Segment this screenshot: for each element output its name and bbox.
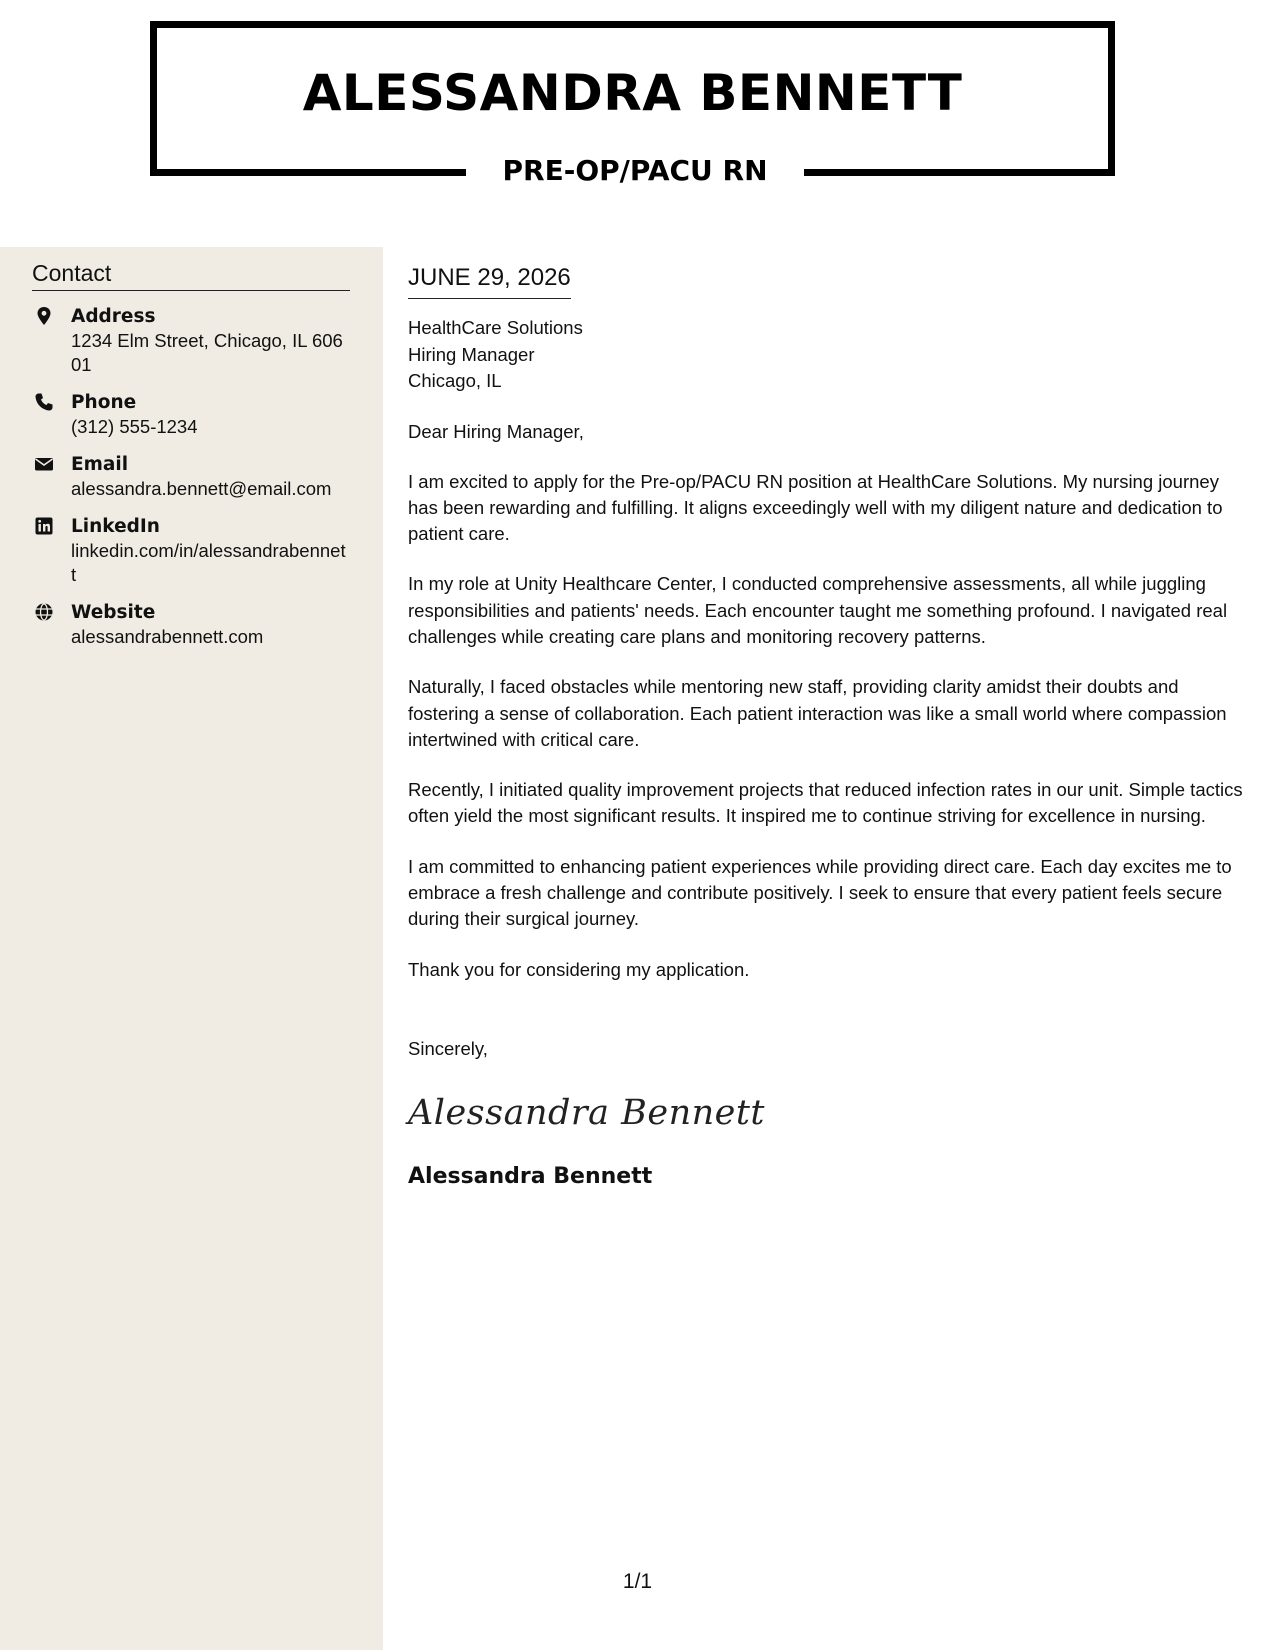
greeting: Dear Hiring Manager, <box>408 420 584 442</box>
letter-body <box>408 247 1250 1189</box>
candidate-name: ALESSANDRA BENNETT <box>302 64 963 122</box>
envelope-icon <box>34 454 54 474</box>
linkedin-icon <box>34 516 54 536</box>
contact-value: (312) 555-1234 <box>71 416 198 437</box>
paragraph: I am excited to apply for the Pre-op/PACU RN position at HealthCare Solutions. My nursing journey has been rewarding and fulfilling. It aligns exceedingly well with my diligent nature and dedication to patient care. <box>408 470 1223 545</box>
letter-date: JUNE 29, 2026 <box>408 264 571 299</box>
location-pin-icon <box>34 306 54 326</box>
contact-value: alessandra.bennett@email.com <box>71 478 332 499</box>
paragraph: Thank you for considering my application. <box>408 958 750 980</box>
contact-sidebar <box>0 247 383 1650</box>
page-number: 1/1 <box>622 1570 653 1593</box>
contact-value: alessandrabennett.com <box>71 626 264 647</box>
recipient-title: Hiring Manager <box>408 343 535 365</box>
contact-list <box>32 305 350 663</box>
contact-label: Website <box>71 602 156 623</box>
contact-label: Email <box>71 454 129 475</box>
contact-item-phone <box>32 391 350 439</box>
job-title: PRE-OP/PACU RN <box>502 154 768 187</box>
contact-value: 1234 Elm Street, Chicago, IL 60601 <box>71 330 343 375</box>
globe-icon <box>34 602 54 622</box>
paragraph: Recently, I initiated quality improvement projects that reduced infection rates in our unit. Simple tactics often yield the most significant results. It inspired me to continue striving for excellence in nursing. <box>408 779 1243 827</box>
contact-label: Address <box>71 306 156 327</box>
signature: Alessandra Bennett <box>408 1092 766 1133</box>
recipient-location: Chicago, IL <box>408 370 502 391</box>
contact-item-website <box>32 601 350 649</box>
recipient-company: HealthCare Solutions <box>408 317 583 338</box>
paragraph: Naturally, I faced obstacles while mentoring new staff, providing clarity amidst their doubts and fostering a sense of collaboration. Each patient interaction was like a small world where compassion intertwined with critical care. <box>408 676 1227 750</box>
contact-label: LinkedIn <box>71 516 160 537</box>
closing: Sincerely, <box>408 1037 488 1059</box>
paragraph: In my role at Unity Healthcare Center, I conducted comprehensive assessments, all while juggling responsibilities and patients' needs. Each encounter taught me something profound. I navigated real challenges while creating care plans and monitoring recovery patterns. <box>408 573 1228 647</box>
contact-item-address <box>32 305 350 377</box>
paragraph: I am committed to enhancing patient experiences while providing direct care. Each day excites me to embrace a fresh challenge and contribute positively. I seek to ensure that every patient feels secure during their surgical journey. <box>408 855 1232 930</box>
contact-item-email <box>32 453 350 501</box>
recipient-block <box>408 315 1250 395</box>
contact-value: linkedin.com/in/alessandrabennett <box>71 540 346 585</box>
contact-item-linkedin <box>32 515 350 587</box>
contact-label: Phone <box>71 392 137 413</box>
signer-name: Alessandra Bennett <box>408 1163 653 1189</box>
contact-heading: Contact <box>32 260 350 291</box>
phone-icon <box>34 392 54 412</box>
